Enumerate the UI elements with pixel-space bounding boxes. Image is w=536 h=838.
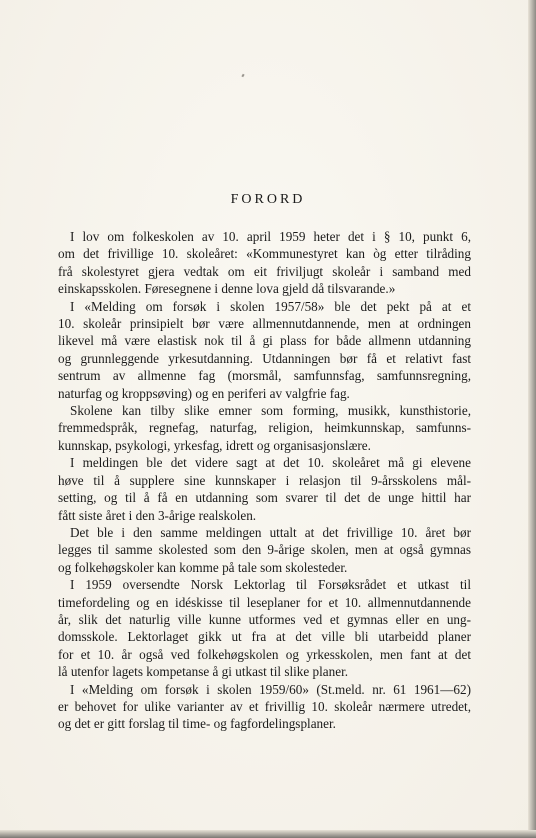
text-line: naturfag og kroppsøving) og en periferi av valgfrie fag.	[58, 385, 350, 401]
text-line: timefordeling og en idéskisse til leseplaner for et 10. allmennutdannende	[58, 594, 471, 610]
text-line: lå utenfor lagets kompetanse å gi utkast til slike planer.	[58, 664, 349, 680]
paragraph	[58, 576, 471, 680]
paragraph	[58, 402, 471, 454]
text-line: år, slik det naturlig ville kunne utformes ved et gymnas eller en ung-	[58, 611, 471, 627]
text-line: om det frivillige 10. skoleåret: «Kommunestyret kan òg etter tilråding	[58, 246, 471, 262]
paragraph	[58, 524, 471, 576]
paragraph	[58, 298, 471, 402]
text-line: I «Melding om forsøk i skolen 1959/60» (St.meld. nr. 61 1961—62)	[70, 681, 471, 697]
text-line: einskapsskolen. Føresegnene i denne lova gjeld då tilsvarande.»	[58, 281, 396, 297]
scan-edge-right	[528, 0, 536, 838]
body-text	[58, 228, 471, 733]
page-title: FORORD	[230, 192, 306, 207]
paper-speck	[241, 74, 244, 78]
paragraph	[58, 454, 471, 524]
text-line: Det ble i den samme meldingen uttalt at det frivillige 10. året bør	[70, 524, 471, 540]
text-line: legges til samme skolested som den 9-årige skolen, men at også gymnas	[58, 542, 471, 558]
text-line: og det er gitt forslag til time- og fagfordelingsplaner.	[58, 716, 336, 732]
text-line: I 1959 oversendte Norsk Lektorlag til Forsøksrådet et utkast til	[70, 577, 471, 593]
paragraph	[58, 228, 471, 298]
scan-edge-bottom	[0, 830, 536, 838]
text-line: og grunnleggende yrkesutdanning. Utdanningen bør få et relativt fast	[58, 350, 471, 366]
text-line: I lov om folkeskolen av 10. april 1959 heter det i § 10, punkt 6,	[70, 229, 471, 244]
text-line: for et 10. år også ved folkehøgskolen og yrkesskolen, men fant at det	[58, 646, 471, 662]
text-line: og folkehøgskoler kan komme på tale som skolesteder.	[58, 559, 348, 575]
text-line: høve til å supplere sine kunnskaper i relasjon til 9-årsskolens mål-	[58, 472, 471, 488]
text-line: fremmedspråk, regnefag, naturfag, religion, heimkunnskap, samfunns-	[58, 420, 471, 436]
text-line: domsskole. Lektorlaget gikk ut fra at det ville bli utarbeidd planer	[58, 629, 471, 645]
text-line: 10. skoleår prinsipielt bør være allmennutdannende, men at ordningen	[58, 316, 471, 332]
text-line: er behovet for ulike varianter av et frivillig 10. skoleår nærmere utredet,	[58, 698, 471, 714]
text-line: Skolene kan tilby slike emner som forming, musikk, kunsthistorie,	[70, 403, 471, 419]
paragraph	[58, 681, 471, 733]
text-line: frå skolestyret gjera vedtak om eit friviljugt skoleår i samband med	[58, 263, 471, 279]
text-line: I meldingen ble det videre sagt at det 10. skoleåret må gi elevene	[70, 455, 471, 471]
text-line: setting, og til å få en utdanning som svarer til det de unge hittil har	[58, 490, 471, 506]
text-line: fått siste året i den 3-årige realskolen.	[58, 507, 257, 523]
text-line: I «Melding om forsøk i skolen 1957/58» ble det pekt på at et	[70, 298, 471, 314]
text-line: sentrum av allmenne fag (morsmål, samfunnsfag, samfunnsregning,	[58, 368, 471, 384]
text-line: kunnskap, psykologi, yrkesfag, idrett og organisasjonslære.	[58, 437, 371, 453]
text-line: likevel må være elastisk nok til å gi plass for både allmenn utdanning	[58, 333, 471, 349]
